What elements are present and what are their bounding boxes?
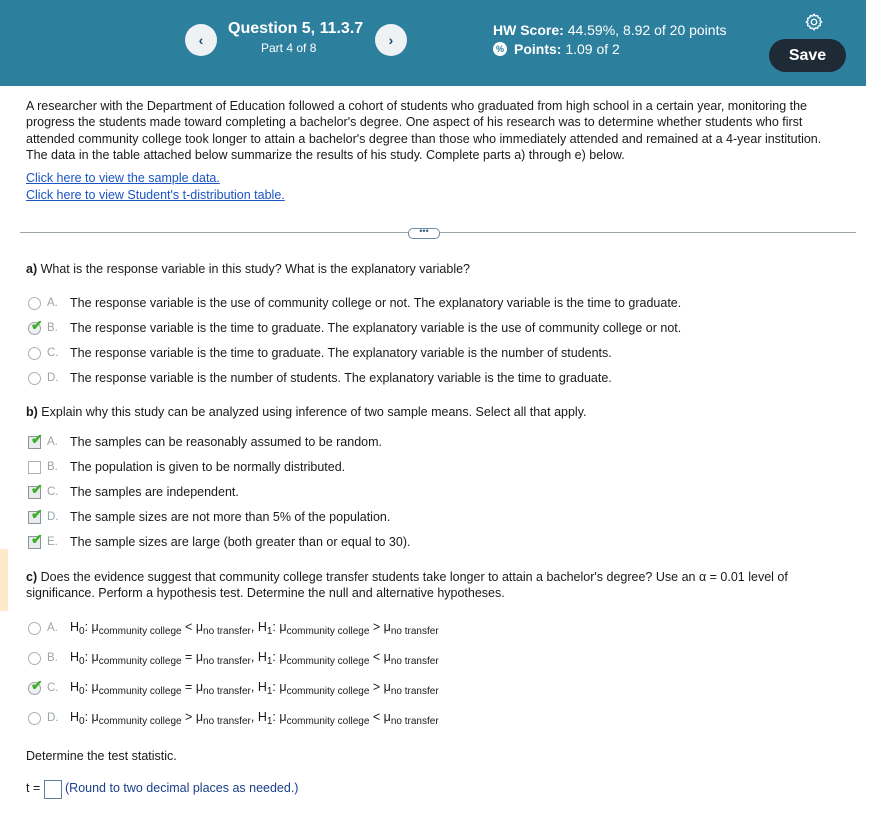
chevron-right-icon: › xyxy=(388,32,394,48)
option-text: The samples can be reasonably assumed to be random. xyxy=(70,435,382,449)
option-text: The response variable is the time to graduate. The explanatory variable is the number of students. xyxy=(70,346,612,360)
part-c-option-d[interactable] xyxy=(28,709,439,727)
radio-button[interactable] xyxy=(28,712,41,725)
radio-button[interactable] xyxy=(28,372,41,385)
part-c-option-a[interactable] xyxy=(28,619,439,637)
rounding-hint: (Round to two decimal places as needed.) xyxy=(65,781,299,795)
option-letter: D. xyxy=(47,511,59,523)
hw-score-label: HW Score: xyxy=(493,22,564,38)
t-table-link[interactable]: Click here to view Student's t-distribution table. xyxy=(26,188,285,202)
percent-icon: % xyxy=(493,42,507,56)
question-part: Part 4 of 8 xyxy=(261,41,317,55)
hw-score xyxy=(493,22,726,38)
checkbox-checked[interactable] xyxy=(28,530,43,549)
hw-score-value: 44.59%, 8.92 of 20 points xyxy=(567,22,727,38)
left-edge-marker xyxy=(0,40,3,42)
test-statistic-input[interactable] xyxy=(44,780,62,799)
part-c-label: c) xyxy=(26,570,38,584)
part-c-option-c[interactable] xyxy=(28,676,439,697)
part-c-text: Does the evidence suggest that community college transfer students take longer to attain a bachelor's degree? Use an α = 0.01 level of significance. Perform a hypothesis test. Determine the null and alternative hypotheses. xyxy=(26,570,788,601)
gear-icon[interactable] xyxy=(804,12,824,32)
points-label: Points: xyxy=(514,41,562,57)
part-a-text: What is the response variable in this study? What is the explanatory variable? xyxy=(40,262,470,276)
radio-button[interactable] xyxy=(28,622,41,635)
expand-more-button[interactable]: ••• xyxy=(408,228,440,239)
points xyxy=(493,41,620,57)
radio-button[interactable] xyxy=(28,652,41,665)
checkbox[interactable] xyxy=(28,461,41,474)
points-value: 1.09 of 2 xyxy=(565,41,620,57)
sample-data-link[interactable]: Click here to view the sample data. xyxy=(26,171,220,185)
option-letter: C. xyxy=(47,682,59,694)
part-b-question xyxy=(26,405,587,419)
option-text: The sample sizes are large (both greater than or equal to 30). xyxy=(70,535,411,549)
previous-question-button[interactable] xyxy=(185,24,217,56)
part-a-question xyxy=(26,262,470,276)
option-text: The response variable is the number of students. The explanatory variable is the time to graduate. xyxy=(70,371,612,385)
option-letter: A. xyxy=(47,297,58,309)
test-statistic-prompt: Determine the test statistic. xyxy=(26,749,177,763)
checkbox-checked[interactable] xyxy=(28,480,43,499)
hypotheses-text: $H_0$: $\mu_{community college} > \mu_{no transfer}$, $H_1$: $\mu_{community college} < \mu_{no transfer}$ xyxy=(70,709,439,727)
option-letter: B. xyxy=(47,461,58,473)
option-letter: A. xyxy=(47,622,58,634)
part-b-option-d[interactable] xyxy=(28,505,391,526)
option-text: The response variable is the use of community college or not. The explanatory variable is the time to graduate. xyxy=(70,296,682,310)
part-b-option-c[interactable] xyxy=(28,480,239,501)
checkmark-icon: ✔ xyxy=(31,676,43,693)
option-text: The response variable is the time to graduate. The explanatory variable is the use of community college or not. xyxy=(70,321,682,335)
part-a-option-d[interactable] xyxy=(28,369,612,387)
part-b-option-e[interactable] xyxy=(28,530,411,551)
option-text: The sample sizes are not more than 5% of the population. xyxy=(70,510,391,524)
header-bar xyxy=(0,0,866,86)
checkmark-icon: ✔ xyxy=(31,316,43,333)
option-letter: C. xyxy=(47,347,59,359)
save-button[interactable]: Save xyxy=(769,39,846,72)
radio-button-selected[interactable] xyxy=(28,316,43,335)
checkmark-icon: ✔ xyxy=(31,530,43,547)
hypotheses-text: $H_0$: $\mu_{community college} = \mu_{no transfer}$, $H_1$: $\mu_{community college} < \mu_{no transfer}$ xyxy=(70,649,439,667)
t-label: t = xyxy=(26,781,41,795)
radio-button[interactable] xyxy=(28,347,41,360)
checkmark-icon: ✔ xyxy=(31,430,43,447)
part-c-question xyxy=(26,569,841,602)
radio-button[interactable] xyxy=(28,297,41,310)
checkmark-icon: ✔ xyxy=(31,505,43,522)
checkbox-checked[interactable] xyxy=(28,430,43,449)
option-letter: C. xyxy=(47,486,59,498)
problem-intro: A researcher with the Department of Education followed a cohort of students who graduated from high school in a certain year, monitoring the progress the students made toward completing a bachelor's degree. One aspect of his research was to determine whether students who first attended community college took longer to attain a bachelor's degree than those who immediately attended and remained at a 4-year institution. The data in the table attached below summarize the results of his study. Complete parts a) through e) below. xyxy=(26,99,822,163)
chevron-left-icon: ‹ xyxy=(198,32,204,48)
part-b-label: b) xyxy=(26,405,38,419)
option-text: The samples are independent. xyxy=(70,485,239,499)
option-letter: D. xyxy=(47,712,59,724)
part-a-label: a) xyxy=(26,262,38,276)
radio-button-selected[interactable] xyxy=(28,676,43,695)
hypotheses-text: $H_0$: $\mu_{community college} < \mu_{no transfer}$, $H_1$: $\mu_{community college} > \mu_{no transfer}$ xyxy=(70,619,439,637)
option-letter: D. xyxy=(47,372,59,384)
part-a-option-a[interactable] xyxy=(28,294,681,312)
part-c-option-b[interactable] xyxy=(28,649,439,667)
part-a-option-b[interactable] xyxy=(28,316,682,337)
option-letter: E. xyxy=(47,536,58,548)
part-b-option-a[interactable] xyxy=(28,430,382,451)
next-question-button[interactable] xyxy=(375,24,407,56)
hypotheses-text: $H_0$: $\mu_{community college} = \mu_{no transfer}$, $H_1$: $\mu_{community college} > \mu_{no transfer}$ xyxy=(70,679,439,697)
option-text: The population is given to be normally distributed. xyxy=(70,460,346,474)
current-part-marker xyxy=(0,549,8,611)
question-title: Question 5, 11.3.7 xyxy=(228,20,364,37)
part-b-text: Explain why this study can be analyzed using inference of two sample means. Select all that apply. xyxy=(41,405,587,419)
checkmark-icon: ✔ xyxy=(31,480,43,497)
option-letter: B. xyxy=(47,652,58,664)
part-a-option-c[interactable] xyxy=(28,344,612,362)
part-b-option-b[interactable] xyxy=(28,458,345,476)
option-letter: B. xyxy=(47,322,58,334)
option-letter: A. xyxy=(47,436,58,448)
checkbox-checked[interactable] xyxy=(28,505,43,524)
